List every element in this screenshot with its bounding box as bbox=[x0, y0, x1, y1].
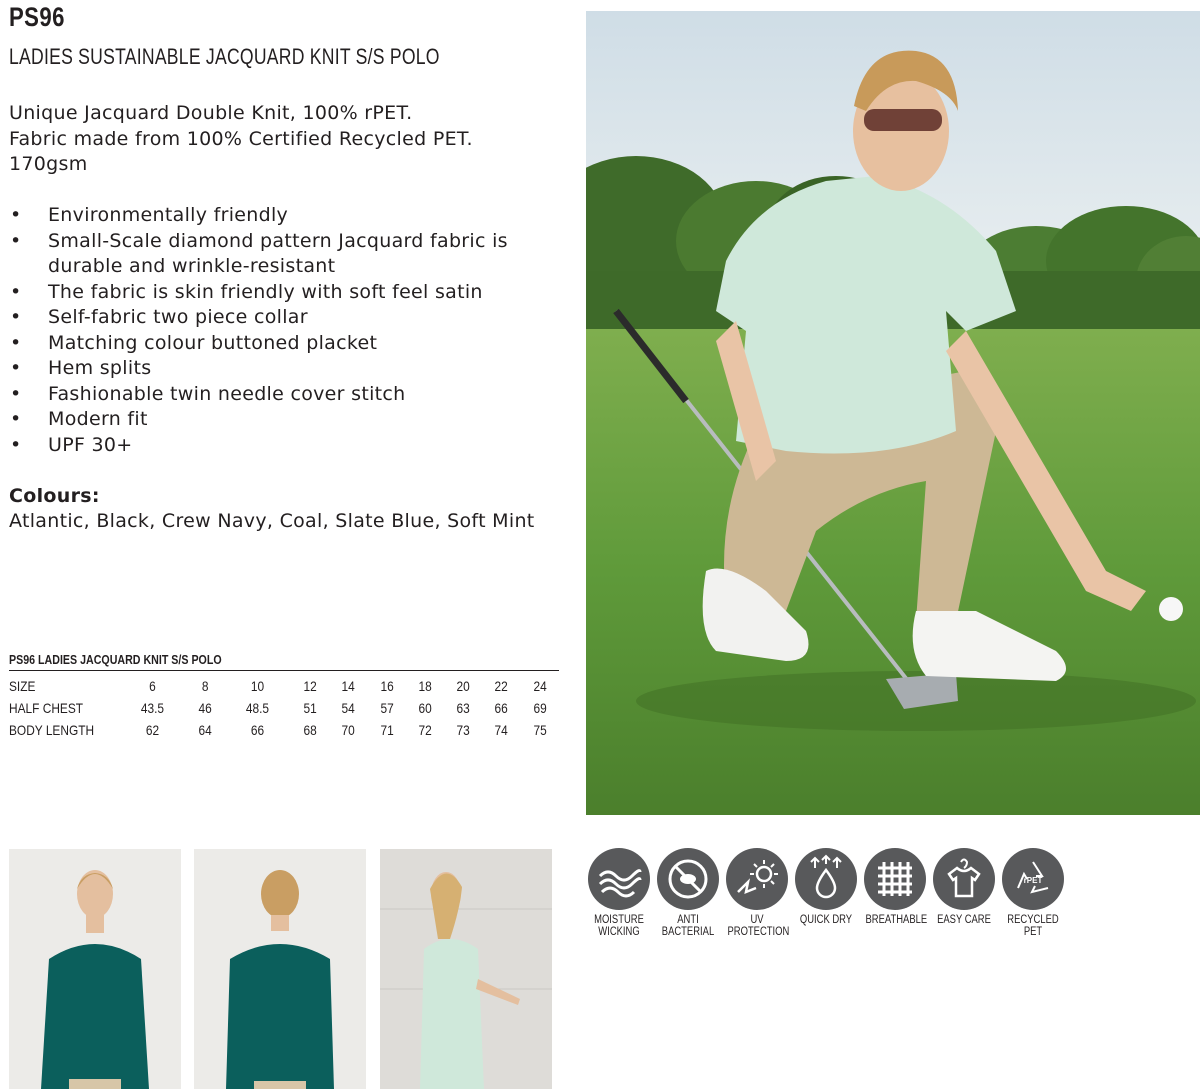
size-chart-cell: 10 bbox=[251, 678, 265, 694]
description-line: Fabric made from 100% Certified Recycled PET. bbox=[9, 127, 473, 150]
size-chart-cell: 48.5 bbox=[246, 700, 270, 716]
feature-label: EASY CARE bbox=[937, 914, 991, 926]
sunglasses bbox=[864, 109, 942, 131]
golf-ball bbox=[1159, 597, 1183, 621]
feature-label: MOISTURE WICKING bbox=[594, 914, 644, 938]
colours-heading: Colours: bbox=[9, 485, 100, 507]
feature-item: • UPF 30+ bbox=[9, 433, 569, 459]
feature-item: • Self-fabric two piece collar bbox=[9, 305, 569, 331]
size-chart-cell: 43.5 bbox=[140, 700, 165, 716]
feature-item: • Small-Scale diamond pattern Jacquard fabric is durable and wrinkle-resistant bbox=[9, 229, 569, 280]
size-chart-title: PS96 LADIES JACQUARD KNIT S/S POLO bbox=[9, 652, 222, 667]
size-chart-cell: 8 bbox=[201, 678, 209, 694]
size-chart-cell: 6 bbox=[149, 678, 156, 694]
size-chart-cell: 74 bbox=[494, 722, 509, 738]
feature-item: • Fashionable twin needle cover stitch bbox=[9, 382, 569, 408]
size-chart-cell: 46 bbox=[198, 700, 212, 716]
feature-easy-care bbox=[928, 848, 1000, 926]
feature-icon-row bbox=[583, 848, 1083, 948]
size-chart-cell: 73 bbox=[456, 722, 470, 738]
feature-item: • Modern fit bbox=[9, 407, 569, 433]
moisture-wicking-icon bbox=[588, 848, 650, 910]
feature-uv-protection bbox=[721, 848, 793, 938]
description-line: 170gsm bbox=[9, 153, 88, 175]
size-chart-cell: 20 bbox=[456, 678, 470, 694]
feature-label: BREATHABLE bbox=[865, 914, 928, 926]
feature-label: ANTI BACTERIAL bbox=[661, 914, 715, 938]
recycled-pet-icon bbox=[1002, 848, 1064, 910]
colours-list: Atlantic, Black, Crew Navy, Coal, Slate Blue, Soft Mint bbox=[9, 510, 535, 532]
size-chart-row bbox=[9, 697, 559, 719]
thumbnail-side-soft-mint bbox=[380, 849, 552, 1089]
thumbnail-back-atlantic bbox=[194, 849, 366, 1089]
feature-label: QUICK DRY bbox=[799, 914, 853, 926]
feature-item: • Matching colour buttoned placket bbox=[9, 331, 569, 357]
size-chart-cell: 75 bbox=[533, 722, 547, 738]
size-chart-row-label: HALF CHEST bbox=[9, 700, 84, 716]
rpet-badge: rPET bbox=[1023, 876, 1043, 885]
size-chart-cell: 18 bbox=[418, 678, 432, 694]
size-chart-row-label: BODY LENGTH bbox=[9, 722, 95, 738]
anti-bacterial-icon bbox=[657, 848, 719, 910]
feature-item: • The fabric is skin friendly with soft feel satin bbox=[9, 280, 569, 306]
easy-care-icon bbox=[933, 848, 995, 910]
size-chart bbox=[9, 652, 559, 741]
size-chart-cell: 14 bbox=[341, 678, 356, 694]
size-chart-cell: 71 bbox=[380, 722, 394, 738]
size-chart-cell: 54 bbox=[341, 700, 356, 716]
size-chart-row bbox=[9, 675, 559, 697]
size-chart-cell: 51 bbox=[303, 700, 317, 716]
size-chart-row bbox=[9, 719, 559, 741]
product-description bbox=[9, 101, 473, 178]
size-chart-cell: 57 bbox=[380, 700, 394, 716]
feature-breathable bbox=[859, 848, 931, 926]
size-chart-cell: 70 bbox=[341, 722, 356, 738]
size-chart-cell: 22 bbox=[494, 678, 509, 694]
size-chart-cell: 60 bbox=[418, 700, 432, 716]
hero-photo bbox=[586, 11, 1200, 815]
product-title: LADIES SUSTAINABLE JACQUARD KNIT S/S POLO bbox=[9, 44, 440, 69]
size-chart-cell: 72 bbox=[418, 722, 432, 738]
uv-protection-icon bbox=[726, 848, 788, 910]
size-chart-divider bbox=[9, 670, 559, 671]
feature-moisture-wicking bbox=[583, 848, 655, 938]
product-code: PS96 bbox=[9, 2, 65, 32]
breathable-icon bbox=[864, 848, 926, 910]
feature-quick-dry bbox=[790, 848, 862, 926]
description-line: Unique Jacquard Double Knit, 100% rPET. bbox=[9, 102, 413, 124]
size-chart-cell: 62 bbox=[145, 722, 160, 738]
thumbnail-front-atlantic bbox=[9, 849, 181, 1089]
feature-item: • Hem splits bbox=[9, 356, 569, 382]
size-chart-cell: 64 bbox=[198, 722, 212, 738]
size-chart-cell: 24 bbox=[533, 678, 547, 694]
size-chart-cell: 66 bbox=[494, 700, 509, 716]
feature-recycled-pet bbox=[997, 848, 1069, 938]
feature-item: • Environmentally friendly bbox=[9, 203, 569, 229]
size-chart-cell: 63 bbox=[456, 700, 470, 716]
size-chart-cell: 16 bbox=[380, 678, 394, 694]
feature-label: RECYCLED PET bbox=[1007, 914, 1059, 938]
size-chart-cell: 12 bbox=[303, 678, 317, 694]
feature-label: UV PROTECTION bbox=[727, 914, 790, 938]
size-chart-cell: 66 bbox=[251, 722, 265, 738]
quick-dry-icon bbox=[795, 848, 857, 910]
feature-anti-bacterial bbox=[652, 848, 724, 938]
size-chart-row-label: SIZE bbox=[9, 678, 36, 694]
feature-list bbox=[9, 203, 569, 458]
size-chart-cell: 69 bbox=[533, 700, 547, 716]
size-chart-cell: 68 bbox=[303, 722, 317, 738]
